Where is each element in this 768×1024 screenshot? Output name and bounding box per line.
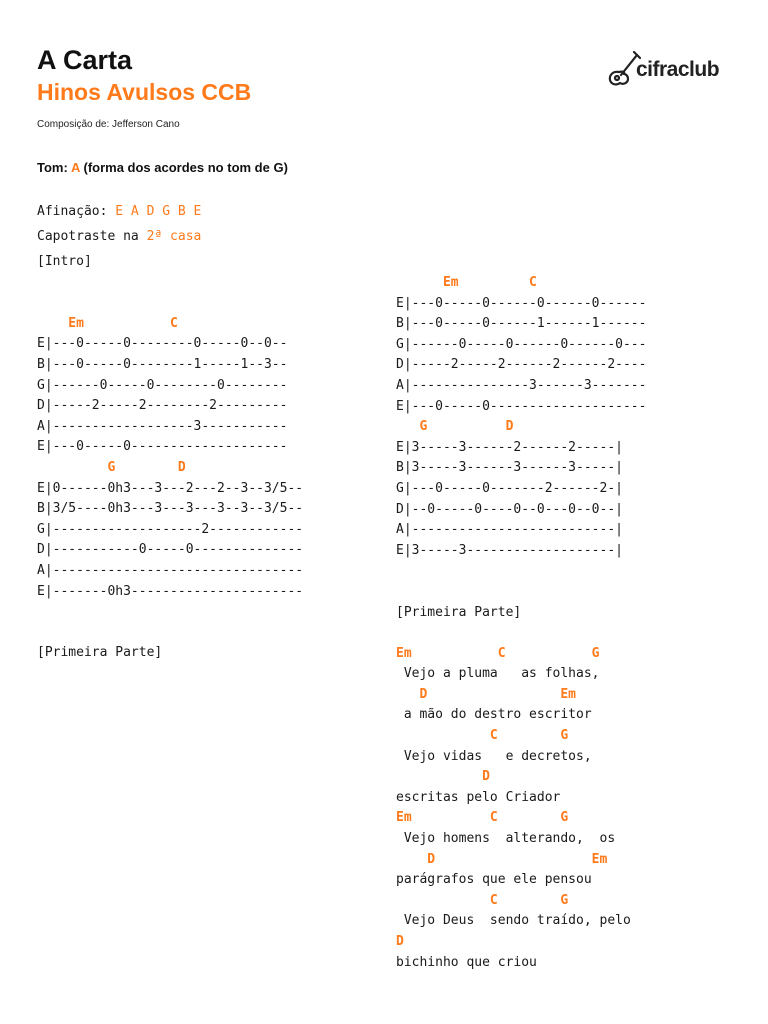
- capo-line: [37, 227, 201, 248]
- lyric-line: escritas pelo Criador: [396, 789, 561, 805]
- artist-name[interactable]: Hinos Avulsos CCB: [37, 79, 252, 105]
- tuning-line: [37, 202, 201, 223]
- tab-line: A|--------------------------------: [37, 562, 304, 578]
- tab-line: E|---0-----0--------------------: [37, 439, 288, 455]
- tab-line: D|-----------0-----0--------------: [37, 542, 304, 558]
- cifraclub-logo[interactable]: [607, 46, 723, 92]
- tab-line: D|--0-----0----0--0---0--0--|: [396, 501, 623, 517]
- capo-value: 2ª casa: [146, 229, 202, 244]
- lyric-line: Vejo Deus sendo traído, pelo: [396, 913, 631, 929]
- key-line: [37, 160, 288, 175]
- blank-line: [37, 293, 303, 314]
- chord-line[interactable]: D Em: [396, 686, 577, 702]
- blank-line: [396, 582, 646, 603]
- key-value[interactable]: A: [70, 160, 80, 175]
- lyric-line: Vejo homens alterando, os: [396, 831, 616, 847]
- tab-line: E|0------0h3---3---2---2--3--3/5--: [37, 480, 304, 496]
- left-column: [37, 252, 303, 664]
- tab-line: G|-------------------2------------: [37, 521, 304, 537]
- key-label: Tom:: [37, 160, 68, 175]
- composer-credit: Composição de: Jefferson Cano: [37, 119, 180, 130]
- lyric-line: Vejo vidas e decretos,: [396, 748, 592, 764]
- chord-line[interactable]: G D: [396, 419, 514, 435]
- blank-line: [37, 623, 303, 644]
- chord-line[interactable]: C G: [396, 892, 569, 908]
- tab-line: A|------------------3-----------: [37, 418, 288, 434]
- tab-line: D|-----2-----2--------2---------: [37, 398, 288, 414]
- blank-line: [37, 602, 303, 623]
- chord-line[interactable]: D: [396, 934, 404, 949]
- tab-line: E|---0-----0--------------------: [396, 398, 647, 414]
- chord-line[interactable]: G D: [37, 459, 186, 475]
- tab-line: E|-------0h3----------------------: [37, 583, 304, 599]
- tuning-label: Afinação:: [37, 204, 108, 219]
- tab-line: G|------0-----0------0------0---: [396, 336, 647, 352]
- chord-line[interactable]: D Em: [396, 851, 608, 867]
- logo-wordmark: cifraclub: [636, 58, 720, 81]
- tab-line: B|3/5----0h3---3---3---3--3--3/5--: [37, 501, 304, 517]
- lyric-line: parágrafos que ele pensou: [396, 872, 592, 888]
- chord-line[interactable]: D: [396, 769, 490, 785]
- lyric-line: a mão do destro escritor: [396, 707, 592, 723]
- chord-line[interactable]: Em C G: [396, 810, 569, 826]
- tab-line: G|---0-----0-------2------2-|: [396, 480, 623, 496]
- tab-line: E|---0-----0------0------0------: [396, 295, 647, 311]
- chord-line[interactable]: Em C: [37, 315, 178, 331]
- tab-line: A|--------------------------|: [396, 522, 623, 538]
- lyric-line: [Primeira Parte]: [37, 645, 163, 661]
- chord-line[interactable]: C G: [396, 728, 569, 744]
- tab-line: A|---------------3------3-------: [396, 377, 647, 393]
- tab-line: E|3-----3-------------------|: [396, 542, 623, 558]
- tab-line: G|------0-----0--------0--------: [37, 377, 288, 393]
- lyric-line: bichinho que criou: [396, 954, 537, 970]
- blank-line: [396, 561, 646, 582]
- blank-line: [396, 623, 646, 644]
- tab-line: E|---0-----0--------0-----0--0--: [37, 336, 288, 352]
- capo-label: Capotraste na: [37, 229, 139, 244]
- tab-line: B|---0-----0------1------1------: [396, 316, 647, 332]
- chord-line[interactable]: Em C G: [396, 645, 600, 661]
- chord-line[interactable]: Em C: [396, 275, 537, 290]
- tab-line: B|---0-----0--------1-----1--3--: [37, 356, 288, 372]
- tab-line: B|3-----3------3------3-----|: [396, 460, 623, 476]
- song-title: A Carta: [37, 45, 133, 75]
- lyric-line: [Intro]: [37, 254, 92, 269]
- blank-line: [37, 273, 303, 294]
- tab-line: D|-----2-----2------2------2----: [396, 357, 647, 373]
- tab-line: E|3-----3------2------2-----|: [396, 439, 623, 455]
- lyric-line: [Primeira Parte]: [396, 604, 522, 620]
- lyric-line: Vejo a pluma as folhas,: [396, 666, 600, 682]
- tuning-value: E A D G B E: [115, 204, 202, 219]
- key-note: (forma dos acordes no tom de G): [83, 160, 288, 175]
- right-column: [396, 273, 646, 973]
